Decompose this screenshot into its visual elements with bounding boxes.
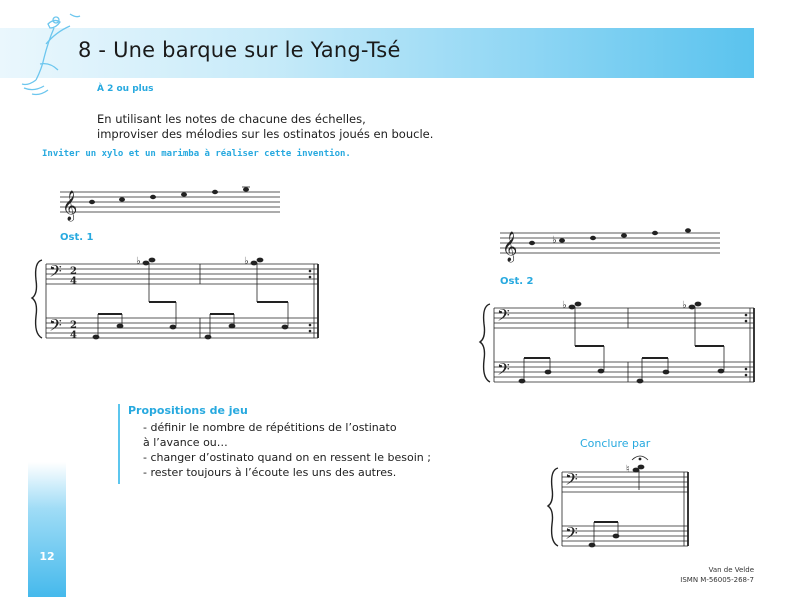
invite-text: Inviter un xylo et un marimba à réaliser cette invention. [42,149,351,159]
proposition-item: - rester toujours à l’écoute les uns des autres. [143,466,397,479]
ostinato-1-label: Ost. 1 [60,232,94,243]
conclure-label: Conclure par [580,437,651,450]
svg-text:𝄢: 𝄢 [565,469,578,493]
svg-text:𝄢: 𝄢 [49,261,62,285]
proposition-item: - changer d’ostinato quand on en ressent le besoin ; [143,451,431,464]
scale-1-staff [60,186,282,222]
svg-text:♭: ♭ [552,235,557,246]
svg-text:𝄢: 𝄢 [497,359,510,383]
time-sig-top-1: 2 [70,266,77,277]
intro-line-2: improviser des mélodies sur les ostinatos joués en boucle. [97,127,434,141]
time-sig-bottom-2: 4 [70,330,77,341]
page-number: 12 [39,550,55,563]
scale-2-staff [500,225,722,261]
intro-line-1: En utilisant les notes de chacune des échelles, [97,112,366,126]
credits [650,565,754,585]
time-sig-top-2: 2 [70,320,77,331]
propositions-rule [118,404,120,484]
svg-text:𝄢: 𝄢 [49,315,62,339]
ostinato-1-score [32,256,324,346]
page-number-band [28,462,66,597]
svg-text:♭: ♭ [682,300,687,311]
intro-text [97,112,433,142]
conductor-figure-icon [10,4,80,104]
svg-text:𝄞: 𝄞 [62,191,78,221]
svg-text:♭: ♭ [244,256,249,267]
players-count: À 2 ou plus [97,84,154,94]
svg-text:♮: ♮ [626,464,630,475]
page-title: 8 - Une barque sur le Yang-Tsé [78,38,401,62]
proposition-item: - définir le nombre de répétitions de l’ostinato [143,421,397,434]
ismn-code: ISMN M-56005-268-7 [680,576,754,584]
ostinato-2-label: Ost. 2 [500,276,534,287]
time-sig-bottom-1: 4 [70,276,77,287]
svg-text:𝄢: 𝄢 [565,523,578,547]
svg-text:𝄞: 𝄞 [502,232,518,262]
proposition-item: à l’avance ou… [143,436,228,449]
svg-text:𝄢: 𝄢 [497,305,510,329]
ending-score [548,458,692,554]
propositions-list [143,420,431,480]
ostinato-2-score [480,300,760,390]
svg-text:♭: ♭ [562,300,567,311]
svg-text:♭: ♭ [136,256,141,267]
publisher-name: Van de Velde [708,566,754,574]
propositions-title: Propositions de jeu [128,404,248,417]
